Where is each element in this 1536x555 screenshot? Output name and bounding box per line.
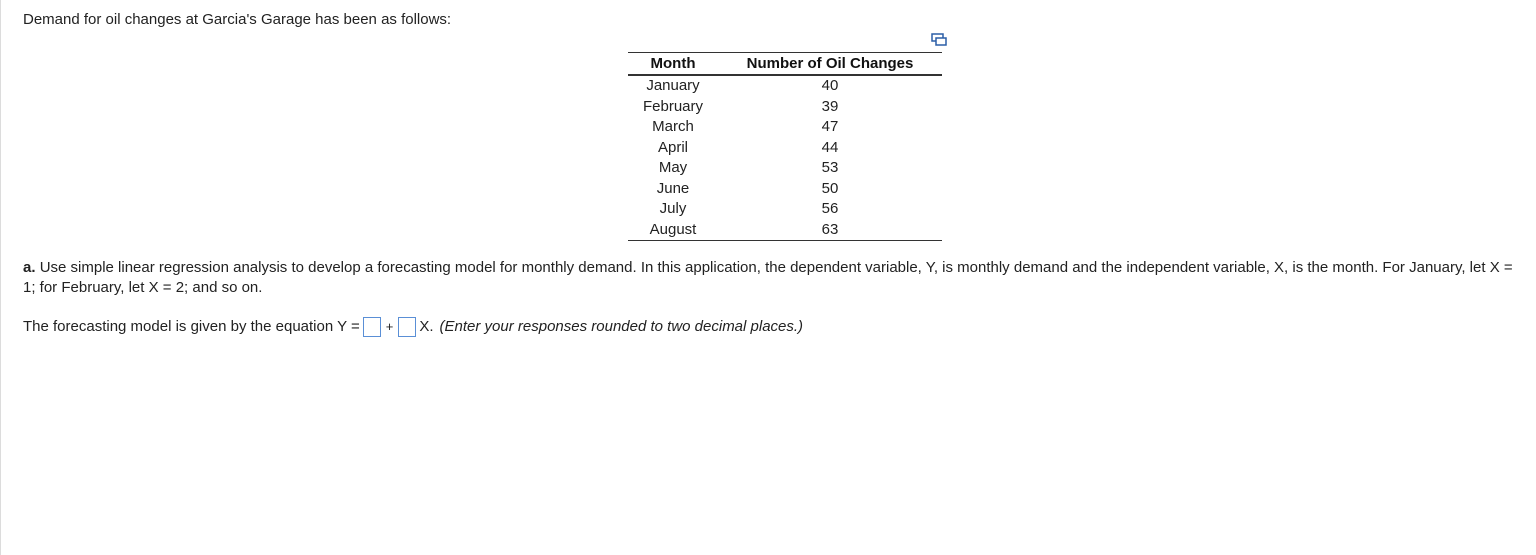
month-cell: June bbox=[656, 179, 690, 197]
question-part-a bbox=[23, 258, 1529, 298]
table-row bbox=[628, 199, 942, 220]
rounding-hint: (Enter your responses rounded to two decimal places.) bbox=[439, 318, 804, 335]
table-row bbox=[628, 220, 942, 241]
oil-changes-table bbox=[628, 52, 942, 241]
month-cell: May bbox=[658, 159, 688, 177]
header-month: Month bbox=[628, 53, 718, 76]
part-a-text: Use simple linear regression analysis to develop a forecasting model for monthly demand. In this application, the dependent variable, Y, is monthly demand and the independent variable, X, is the month. For January, let X = 1; for February, let X = 2; and so on. bbox=[23, 259, 1513, 296]
equation-row bbox=[23, 317, 803, 337]
equation-prefix: The forecasting model is given by the equation Y = bbox=[23, 318, 360, 335]
month-cell: January bbox=[646, 77, 700, 95]
table-row bbox=[628, 179, 942, 200]
table-row bbox=[628, 75, 942, 97]
month-cell: August bbox=[628, 220, 718, 241]
equation-suffix: X. bbox=[419, 318, 434, 335]
intro-text: Demand for oil changes at Garcia's Garage has been as follows: bbox=[23, 11, 452, 28]
intercept-answer-input[interactable] bbox=[363, 317, 381, 337]
part-a-label: a. bbox=[23, 259, 36, 276]
count-cell: 63 bbox=[718, 220, 942, 241]
table-row bbox=[628, 97, 942, 118]
count-cell: 53 bbox=[821, 159, 839, 177]
table-row bbox=[628, 138, 942, 159]
count-cell: 40 bbox=[821, 77, 839, 95]
table-row bbox=[628, 158, 942, 179]
month-cell: February bbox=[642, 97, 704, 115]
copy-data-icon[interactable] bbox=[931, 33, 947, 47]
count-cell: 50 bbox=[821, 179, 839, 197]
month-cell: March bbox=[652, 118, 694, 136]
count-cell: 47 bbox=[821, 118, 839, 136]
plus-sign: + bbox=[385, 319, 394, 334]
month-cell: April bbox=[657, 138, 688, 156]
count-cell: 39 bbox=[821, 97, 839, 115]
header-oil-changes: Number of Oil Changes bbox=[718, 53, 942, 76]
table-header-row bbox=[628, 53, 942, 76]
slope-answer-input[interactable] bbox=[398, 317, 416, 337]
count-cell: 56 bbox=[821, 200, 839, 218]
table-row bbox=[628, 117, 942, 138]
month-cell: July bbox=[659, 200, 687, 218]
count-cell: 44 bbox=[821, 138, 839, 156]
